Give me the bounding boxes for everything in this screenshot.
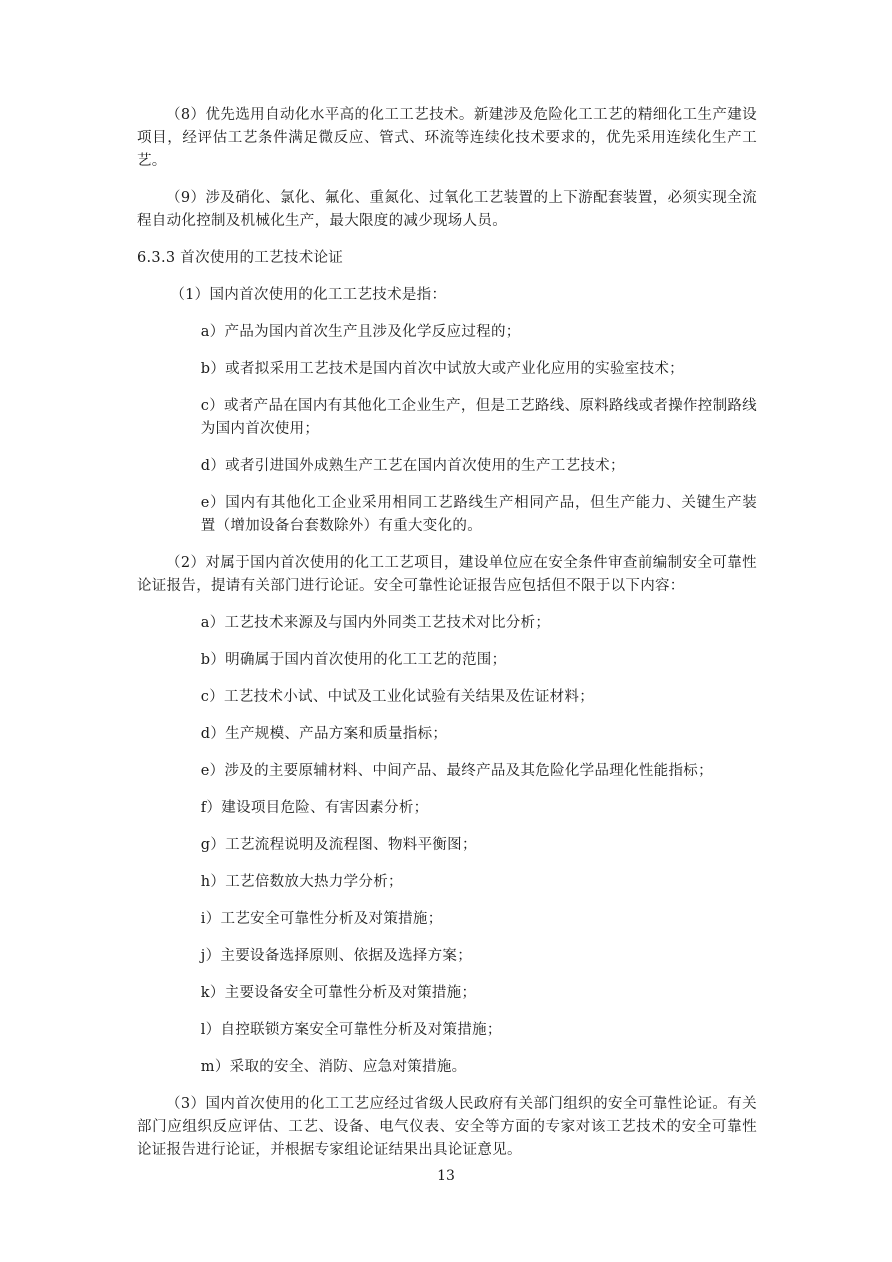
item-2-subitem-d: d）生产规模、产品方案和质量指标； (200, 726, 448, 742)
item-1-subitem-e: e）国内有其他化工企业采用相同工艺路线生产相同产品，但生产能力、关键生产装置（增加设备台套数除外）有重大变化的。 (200, 495, 757, 534)
item-2-subitem-b: b）明确属于国内首次使用的化工工艺的范围； (200, 652, 507, 668)
item-1-subitem-b: b）或者拟采用工艺技术是国内首次中试放大或产业化应用的实验室技术； (200, 361, 684, 377)
page-content (137, 104, 757, 1176)
paragraph-item-8: （8）优先选用自动化水平高的化工工艺技术。新建涉及危险化工工艺的精细化工生产建设项目，经评估工艺条件满足微反应、管式、环流等连续化技术要求的，优先采用连续化生产工艺。 (137, 107, 757, 169)
item-2-subitem-a: a）工艺技术来源及与国内外同类工艺技术对比分析； (200, 615, 551, 631)
item-2-subitem-l: l）自控联锁方案安全可靠性分析及对策措施； (200, 1022, 502, 1038)
item-1-subitem-a: a）产品为国内首次生产且涉及化学反应过程的； (200, 324, 521, 340)
item-3-paragraph: （3）国内首次使用的化工工艺应经过省级人民政府有关部门组织的安全可靠性论证。有关部门应组织反应评估、工艺、设备、电气仪表、安全等方面的专家对该工艺技术的安全可靠性论证报告进行论证，并根据专家组论证结果出具论证意见。 (137, 1096, 757, 1158)
item-2-subitem-h: h）工艺倍数放大热力学分析； (200, 874, 403, 890)
item-2-subitem-i: i）工艺安全可靠性分析及对策措施； (200, 911, 443, 927)
item-2-subitem-f: f）建设项目危险、有害因素分析； (200, 800, 429, 816)
item-1-title: （1）国内首次使用的化工工艺技术是指： (170, 287, 447, 303)
section-heading: 6.3.3 首次使用的工艺技术论证 (137, 250, 344, 266)
item-2-subitem-c: c）工艺技术小试、中试及工业化试验有关结果及佐证材料； (200, 689, 595, 705)
item-1-subitem-d: d）或者引进国外成熟生产工艺在国内首次使用的生产工艺技术； (200, 458, 625, 474)
page-number: 13 (437, 1168, 455, 1184)
item-2-subitem-j: j）主要设备选择原则、依据及选择方案； (200, 948, 472, 964)
item-2-subitem-m: m）采取的安全、消防、应急对策措施。 (200, 1059, 467, 1075)
paragraph-item-9: （9）涉及硝化、氯化、氟化、重氮化、过氧化工艺装置的上下游配套装置，必须实现全流程自动化控制及机械化生产，最大限度的减少现场人员。 (137, 190, 757, 229)
item-2-subitem-g: g）工艺流程说明及流程图、物料平衡图； (200, 837, 477, 853)
item-2-subitem-e: e）涉及的主要原辅材料、中间产品、最终产品及其危险化学品理化性能指标； (200, 763, 713, 779)
item-1-subitem-c: c）或者产品在国内有其他化工企业生产，但是工艺路线、原料路线或者操作控制路线为国内首次使用； (200, 398, 757, 437)
item-2-subitem-k: k）主要设备安全可靠性分析及对策措施； (200, 985, 477, 1001)
item-2-paragraph: （2）对属于国内首次使用的化工工艺项目，建设单位应在安全条件审查前编制安全可靠性论证报告，提请有关部门进行论证。安全可靠性论证报告应包括但不限于以下内容： (137, 555, 757, 594)
